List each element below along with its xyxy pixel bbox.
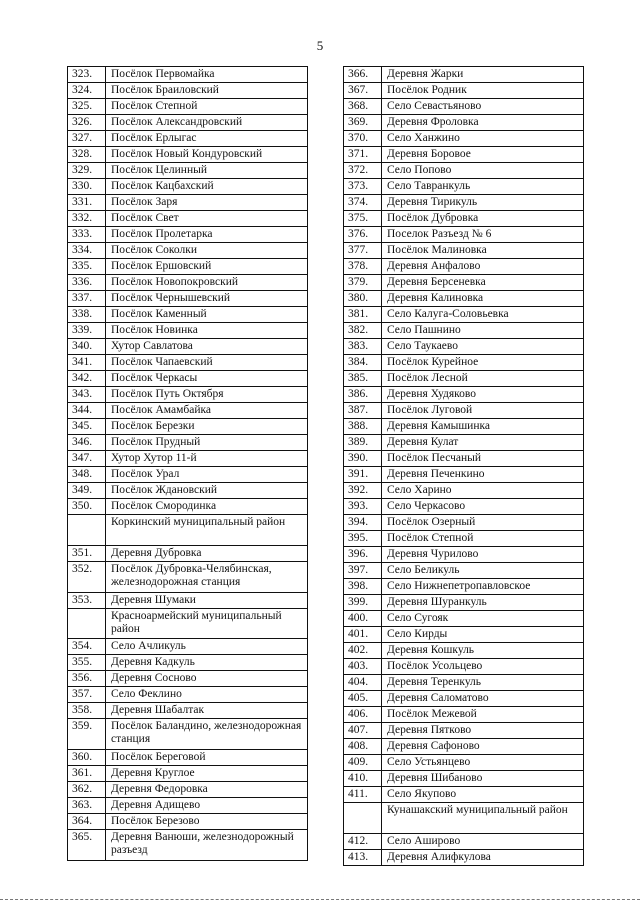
table-row xyxy=(68,355,308,371)
row-number: 345. xyxy=(68,419,106,435)
table-row xyxy=(68,703,308,719)
table-row xyxy=(344,339,584,355)
row-number: 385. xyxy=(344,371,382,387)
settlement-name: Посёлок Усольцево xyxy=(382,659,584,675)
row-number: 339. xyxy=(68,323,106,339)
settlement-name: Село Сугояк xyxy=(382,611,584,627)
settlement-name: Посёлок Новый Кондуровский xyxy=(106,147,308,163)
settlement-name: Деревня Фроловка xyxy=(382,115,584,131)
row-number: 375. xyxy=(344,211,382,227)
settlement-name: Деревня Кулат xyxy=(382,435,584,451)
table-row xyxy=(344,371,584,387)
table-row xyxy=(344,643,584,659)
table-row xyxy=(344,627,584,643)
row-number: 404. xyxy=(344,675,382,691)
row-number: 401. xyxy=(344,627,382,643)
row-number: 374. xyxy=(344,195,382,211)
settlements-table-right xyxy=(343,66,584,866)
settlement-name: Деревня Шабалтак xyxy=(106,703,308,719)
table-row xyxy=(344,611,584,627)
settlement-name: Деревня Алифкулова xyxy=(382,849,584,865)
table-row xyxy=(68,179,308,195)
row-number: 355. xyxy=(68,655,106,671)
district-heading: Кунашакский муниципальный район xyxy=(382,803,584,834)
settlement-name: Деревня Ванюши, железнодорожный разъезд xyxy=(106,830,308,861)
table-row xyxy=(344,259,584,275)
settlement-name: Посёлок Березово xyxy=(106,814,308,830)
table-row xyxy=(68,750,308,766)
table-row xyxy=(344,243,584,259)
table-row xyxy=(344,291,584,307)
settlements-table-left xyxy=(67,66,308,861)
row-number: 410. xyxy=(344,771,382,787)
row-number: 406. xyxy=(344,707,382,723)
row-number: 330. xyxy=(68,179,106,195)
row-number xyxy=(68,515,106,546)
row-number: 362. xyxy=(68,782,106,798)
table-row xyxy=(344,323,584,339)
table-row xyxy=(344,131,584,147)
row-number: 331. xyxy=(68,195,106,211)
row-number: 405. xyxy=(344,691,382,707)
settlement-name: Село Калуга-Соловьевка xyxy=(382,307,584,323)
table-row xyxy=(344,179,584,195)
settlement-name: Деревня Федоровка xyxy=(106,782,308,798)
table-row xyxy=(68,323,308,339)
row-number: 394. xyxy=(344,515,382,531)
table-row xyxy=(68,608,308,639)
settlement-name: Посёлок Луговой xyxy=(382,403,584,419)
table-row xyxy=(68,483,308,499)
row-number: 326. xyxy=(68,115,106,131)
row-number: 329. xyxy=(68,163,106,179)
row-number: 387. xyxy=(344,403,382,419)
settlement-name: Посёлок Дубровка xyxy=(382,211,584,227)
table-row xyxy=(68,687,308,703)
table-row xyxy=(68,655,308,671)
settlement-name: Посёлок Песчаный xyxy=(382,451,584,467)
settlement-name: Хутор Савлатова xyxy=(106,339,308,355)
row-number: 373. xyxy=(344,179,382,195)
settlement-name: Посёлок Пролетарка xyxy=(106,227,308,243)
table-row xyxy=(68,515,308,546)
table-row xyxy=(68,131,308,147)
table-row xyxy=(344,387,584,403)
row-number: 398. xyxy=(344,579,382,595)
settlement-name: Село Черкасово xyxy=(382,499,584,515)
row-number: 389. xyxy=(344,435,382,451)
row-number: 325. xyxy=(68,99,106,115)
row-number: 368. xyxy=(344,99,382,115)
table-row xyxy=(68,115,308,131)
row-number: 412. xyxy=(344,833,382,849)
settlement-name: Деревня Сосново xyxy=(106,671,308,687)
settlement-name: Посёлок Ждановский xyxy=(106,483,308,499)
row-number: 393. xyxy=(344,499,382,515)
table-row xyxy=(344,787,584,803)
row-number: 407. xyxy=(344,723,382,739)
settlement-name: Посёлок Целинный xyxy=(106,163,308,179)
settlement-name: Посёлок Смородинка xyxy=(106,499,308,515)
table-row xyxy=(344,307,584,323)
table-row xyxy=(344,691,584,707)
table-row xyxy=(344,675,584,691)
table-row xyxy=(68,782,308,798)
settlement-name: Деревня Берсеневка xyxy=(382,275,584,291)
row-number: 413. xyxy=(344,849,382,865)
table-row xyxy=(68,163,308,179)
table-row xyxy=(344,83,584,99)
table-row xyxy=(68,561,308,592)
row-number: 382. xyxy=(344,323,382,339)
table-row xyxy=(68,275,308,291)
table-row xyxy=(68,243,308,259)
settlement-name: Посёлок Баландино, железнодорожная станция xyxy=(106,719,308,750)
table-row xyxy=(344,723,584,739)
table-row xyxy=(344,547,584,563)
settlement-name: Посёлок Межевой xyxy=(382,707,584,723)
table-row xyxy=(68,371,308,387)
settlement-name: Посёлок Степной xyxy=(106,99,308,115)
table-row xyxy=(344,115,584,131)
table-row xyxy=(68,99,308,115)
table-row xyxy=(68,592,308,608)
settlement-name: Село Кирды xyxy=(382,627,584,643)
table-row xyxy=(68,403,308,419)
settlement-name: Посёлок Береговой xyxy=(106,750,308,766)
row-number: 334. xyxy=(68,243,106,259)
table-row xyxy=(68,830,308,861)
settlement-name: Село Попово xyxy=(382,163,584,179)
table-row xyxy=(68,766,308,782)
table-row xyxy=(344,849,584,865)
table-row xyxy=(68,814,308,830)
settlement-name: Посёлок Курейное xyxy=(382,355,584,371)
table-row xyxy=(344,833,584,849)
table-row xyxy=(344,803,584,834)
settlement-name: Деревня Чурилово xyxy=(382,547,584,563)
table-row xyxy=(344,419,584,435)
settlement-name: Посёлок Заря xyxy=(106,195,308,211)
settlement-name: Посёлок Урал xyxy=(106,467,308,483)
table-row xyxy=(344,499,584,515)
settlement-name: Село Якупово xyxy=(382,787,584,803)
settlement-name: Село Тавранкуль xyxy=(382,179,584,195)
table-row xyxy=(68,798,308,814)
table-row xyxy=(344,531,584,547)
row-number: 343. xyxy=(68,387,106,403)
settlement-name: Село Пашнино xyxy=(382,323,584,339)
settlement-name: Посёлок Родник xyxy=(382,83,584,99)
row-number: 396. xyxy=(344,547,382,563)
table-row xyxy=(344,707,584,723)
row-number: 342. xyxy=(68,371,106,387)
settlement-name: Посёлок Лесной xyxy=(382,371,584,387)
row-number: 371. xyxy=(344,147,382,163)
settlement-name: Деревня Теренкуль xyxy=(382,675,584,691)
settlement-name: Село Ачликуль xyxy=(106,639,308,655)
row-number: 392. xyxy=(344,483,382,499)
table-row xyxy=(68,419,308,435)
settlement-name: Деревня Круглое xyxy=(106,766,308,782)
settlement-name: Деревня Жарки xyxy=(382,67,584,83)
table-row xyxy=(344,595,584,611)
table-row xyxy=(68,719,308,750)
settlement-name: Посёлок Новопокровский xyxy=(106,275,308,291)
table-row xyxy=(344,99,584,115)
table-row xyxy=(68,467,308,483)
settlement-name: Село Ханжино xyxy=(382,131,584,147)
row-number: 354. xyxy=(68,639,106,655)
row-number: 365. xyxy=(68,830,106,861)
settlement-name: Деревня Анфалово xyxy=(382,259,584,275)
settlement-name: Село Нижнепетропавловское xyxy=(382,579,584,595)
row-number: 328. xyxy=(68,147,106,163)
table-row xyxy=(344,355,584,371)
table-row xyxy=(344,211,584,227)
settlement-name: Посёлок Степной xyxy=(382,531,584,547)
table-row xyxy=(68,545,308,561)
table-row xyxy=(344,67,584,83)
settlement-name: Посёлок Ершовский xyxy=(106,259,308,275)
row-number: 403. xyxy=(344,659,382,675)
settlement-name: Село Феклино xyxy=(106,687,308,703)
settlement-name: Посёлок Александровский xyxy=(106,115,308,131)
row-number: 377. xyxy=(344,243,382,259)
settlement-name: Деревня Саломатово xyxy=(382,691,584,707)
settlement-name: Село Харино xyxy=(382,483,584,499)
row-number: 324. xyxy=(68,83,106,99)
row-number: 337. xyxy=(68,291,106,307)
row-number: 399. xyxy=(344,595,382,611)
row-number: 411. xyxy=(344,787,382,803)
table-row xyxy=(68,435,308,451)
table-row xyxy=(68,211,308,227)
table-row xyxy=(344,515,584,531)
table-row xyxy=(68,671,308,687)
row-number: 383. xyxy=(344,339,382,355)
table-row xyxy=(68,307,308,323)
table-row xyxy=(344,435,584,451)
row-number: 351. xyxy=(68,545,106,561)
row-number: 397. xyxy=(344,563,382,579)
row-number: 327. xyxy=(68,131,106,147)
row-number: 372. xyxy=(344,163,382,179)
row-number: 395. xyxy=(344,531,382,547)
settlement-name: Посёлок Кацбахский xyxy=(106,179,308,195)
district-heading: Красноармейский муниципальный район xyxy=(106,608,308,639)
settlement-name: Село Аширово xyxy=(382,833,584,849)
settlement-name: Посёлок Черкасы xyxy=(106,371,308,387)
settlement-name: Деревня Адищево xyxy=(106,798,308,814)
table-row xyxy=(68,639,308,655)
settlement-name: Деревня Пятково xyxy=(382,723,584,739)
row-number: 333. xyxy=(68,227,106,243)
row-number: 340. xyxy=(68,339,106,355)
table-row xyxy=(344,579,584,595)
settlement-name: Посёлок Малиновка xyxy=(382,243,584,259)
row-number: 359. xyxy=(68,719,106,750)
settlement-name: Посёлок Соколки xyxy=(106,243,308,259)
table-row xyxy=(344,147,584,163)
row-number: 358. xyxy=(68,703,106,719)
row-number: 370. xyxy=(344,131,382,147)
row-number: 341. xyxy=(68,355,106,371)
settlement-name: Поселок Разъезд № 6 xyxy=(382,227,584,243)
settlement-name: Деревня Сафоново xyxy=(382,739,584,755)
settlement-name: Деревня Дубровка xyxy=(106,545,308,561)
settlement-name: Посёлок Первомайка xyxy=(106,67,308,83)
row-number xyxy=(344,803,382,834)
settlement-name: Село Беликуль xyxy=(382,563,584,579)
settlement-name: Посёлок Озерный xyxy=(382,515,584,531)
settlement-name: Деревня Тирикуль xyxy=(382,195,584,211)
settlement-name: Село Севастьяново xyxy=(382,99,584,115)
row-number: 356. xyxy=(68,671,106,687)
settlement-name: Деревня Боровое xyxy=(382,147,584,163)
table-row xyxy=(344,403,584,419)
table-row xyxy=(68,67,308,83)
table-row xyxy=(68,339,308,355)
row-number: 367. xyxy=(344,83,382,99)
district-heading: Коркинский муниципальный район xyxy=(106,515,308,546)
table-row xyxy=(344,755,584,771)
table-row xyxy=(68,291,308,307)
table-row xyxy=(344,563,584,579)
settlement-name: Деревня Шибаново xyxy=(382,771,584,787)
settlement-name: Деревня Шумаки xyxy=(106,592,308,608)
row-number: 353. xyxy=(68,592,106,608)
settlement-name: Посёлок Свет xyxy=(106,211,308,227)
row-number xyxy=(68,608,106,639)
table-row xyxy=(344,163,584,179)
row-number: 390. xyxy=(344,451,382,467)
row-number: 348. xyxy=(68,467,106,483)
row-number: 335. xyxy=(68,259,106,275)
settlement-name: Посёлок Березки xyxy=(106,419,308,435)
table-row xyxy=(68,147,308,163)
table-row xyxy=(68,499,308,515)
table-row xyxy=(68,195,308,211)
settlement-name: Посёлок Прудный xyxy=(106,435,308,451)
table-row xyxy=(68,451,308,467)
row-number: 380. xyxy=(344,291,382,307)
row-number: 379. xyxy=(344,275,382,291)
settlement-name: Посёлок Каменный xyxy=(106,307,308,323)
table-row xyxy=(68,259,308,275)
row-number: 352. xyxy=(68,561,106,592)
row-number: 409. xyxy=(344,755,382,771)
row-number: 357. xyxy=(68,687,106,703)
row-number: 349. xyxy=(68,483,106,499)
row-number: 386. xyxy=(344,387,382,403)
row-number: 402. xyxy=(344,643,382,659)
table-row xyxy=(68,83,308,99)
page-number: 5 xyxy=(316,38,324,53)
row-number: 323. xyxy=(68,67,106,83)
table-row xyxy=(344,483,584,499)
settlement-name: Посёлок Чернышевский xyxy=(106,291,308,307)
settlement-name: Деревня Худяково xyxy=(382,387,584,403)
row-number: 336. xyxy=(68,275,106,291)
settlement-name: Посёлок Новинка xyxy=(106,323,308,339)
row-number: 366. xyxy=(344,67,382,83)
table-row xyxy=(344,739,584,755)
settlement-name: Посёлок Путь Октября xyxy=(106,387,308,403)
table-row xyxy=(68,387,308,403)
row-number: 376. xyxy=(344,227,382,243)
settlement-name: Посёлок Чапаевский xyxy=(106,355,308,371)
row-number: 363. xyxy=(68,798,106,814)
row-number: 361. xyxy=(68,766,106,782)
table-row xyxy=(344,771,584,787)
row-number: 384. xyxy=(344,355,382,371)
row-number: 350. xyxy=(68,499,106,515)
settlement-name: Посёлок Браиловский xyxy=(106,83,308,99)
settlement-name: Деревня Печенкино xyxy=(382,467,584,483)
row-number: 381. xyxy=(344,307,382,323)
table-row xyxy=(344,467,584,483)
settlement-name: Посёлок Амамбайка xyxy=(106,403,308,419)
row-number: 346. xyxy=(68,435,106,451)
row-number: 347. xyxy=(68,451,106,467)
settlement-name: Хутор Хутор 11-й xyxy=(106,451,308,467)
row-number: 400. xyxy=(344,611,382,627)
settlement-name: Деревня Калиновка xyxy=(382,291,584,307)
settlement-name: Посёлок Ерлыгас xyxy=(106,131,308,147)
table-row xyxy=(344,275,584,291)
row-number: 378. xyxy=(344,259,382,275)
settlement-name: Село Устьянцево xyxy=(382,755,584,771)
row-number: 369. xyxy=(344,115,382,131)
row-number: 332. xyxy=(68,211,106,227)
table-row xyxy=(344,451,584,467)
table-row xyxy=(344,227,584,243)
row-number: 338. xyxy=(68,307,106,323)
row-number: 391. xyxy=(344,467,382,483)
row-number: 408. xyxy=(344,739,382,755)
settlement-name: Деревня Камышинка xyxy=(382,419,584,435)
settlement-name: Посёлок Дубровка-Челябинская, железнодорожная станция xyxy=(106,561,308,592)
settlement-name: Деревня Шуранкуль xyxy=(382,595,584,611)
settlement-name: Деревня Кошкуль xyxy=(382,643,584,659)
row-number: 360. xyxy=(68,750,106,766)
row-number: 388. xyxy=(344,419,382,435)
table-row xyxy=(68,227,308,243)
row-number: 344. xyxy=(68,403,106,419)
settlement-name: Село Таукаево xyxy=(382,339,584,355)
table-row xyxy=(344,659,584,675)
scan-edge-line xyxy=(0,899,640,900)
table-row xyxy=(344,195,584,211)
settlement-name: Деревня Кадкуль xyxy=(106,655,308,671)
row-number: 364. xyxy=(68,814,106,830)
